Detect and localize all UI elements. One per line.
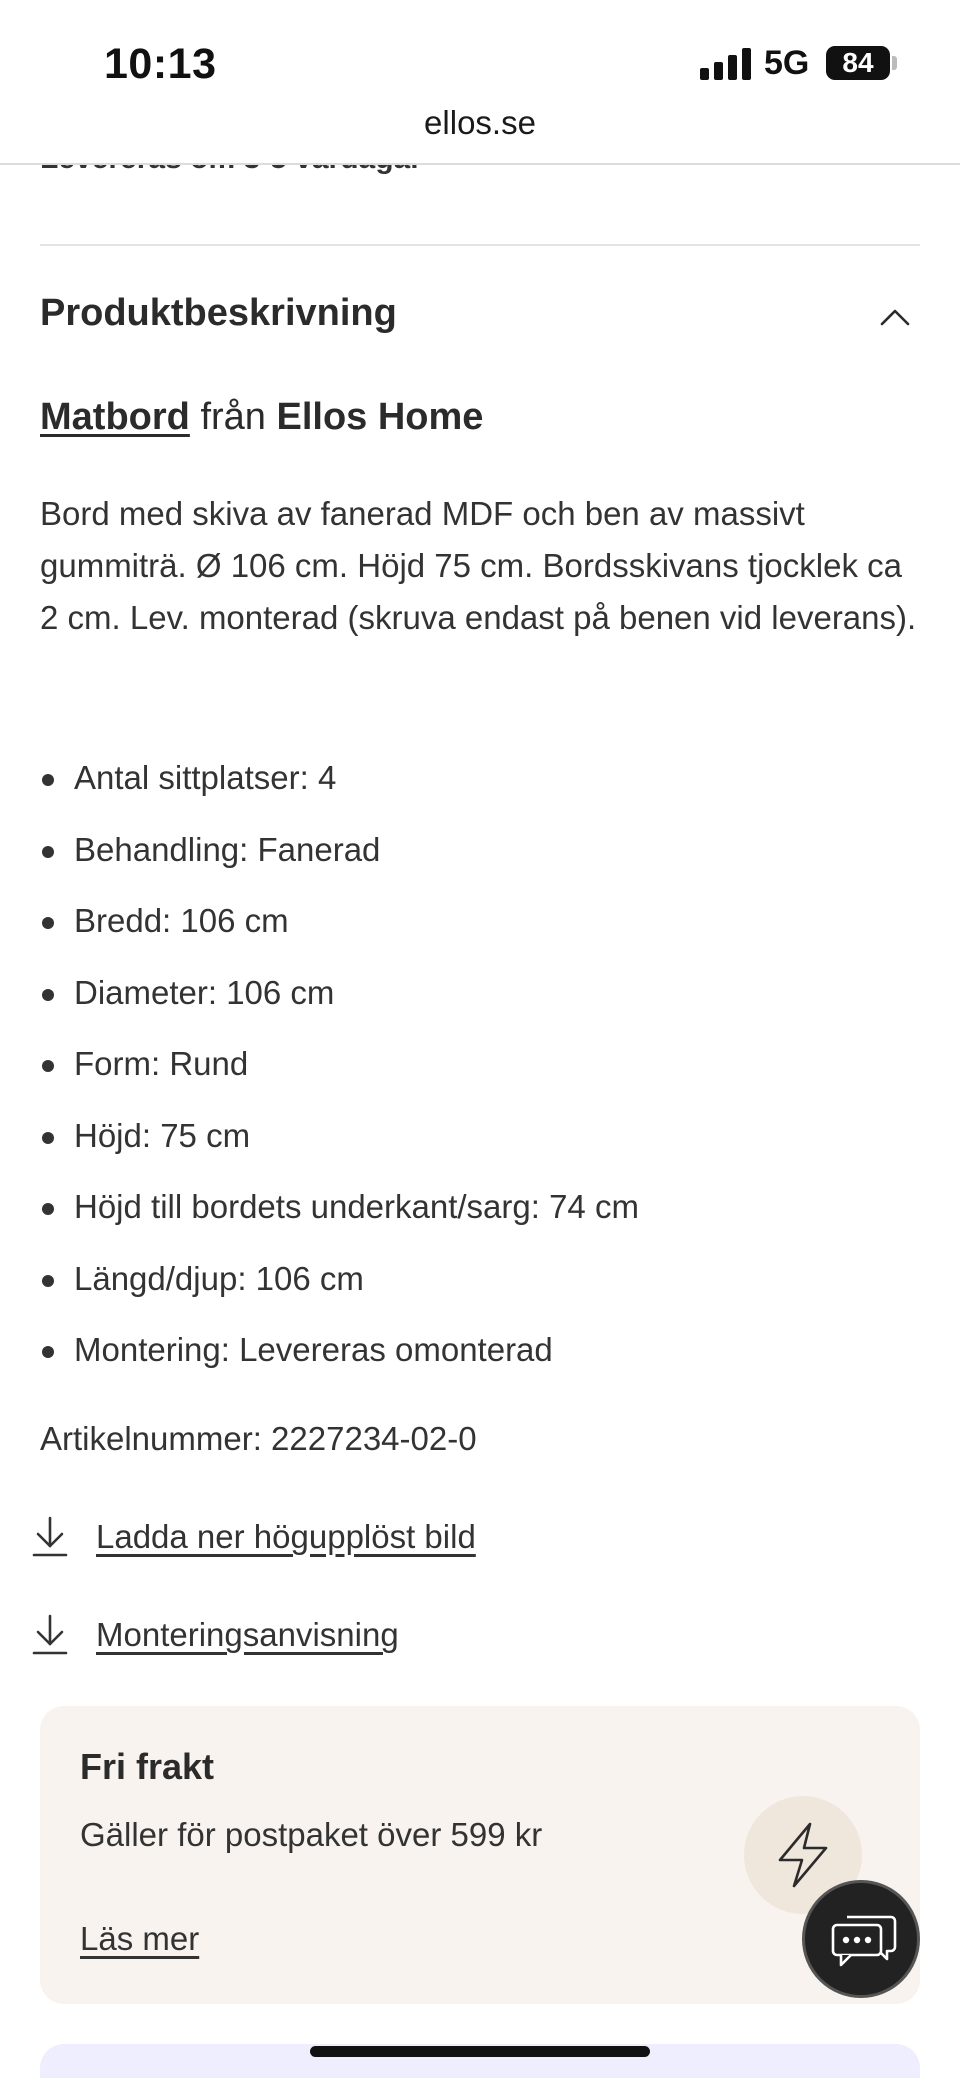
promo-text: Gäller för postpaket över 599 kr xyxy=(80,1816,543,1853)
download-assembly-link[interactable] xyxy=(32,1610,399,1660)
list-item: Bredd: 106 cm xyxy=(40,893,920,965)
article-number: Artikelnummer: 2227234-02-0 xyxy=(40,1420,477,1457)
home-indicator[interactable] xyxy=(310,2046,650,2057)
download-hires-image-link[interactable] xyxy=(32,1512,476,1562)
chat-bubbles-icon xyxy=(831,1911,897,1973)
chat-button[interactable] xyxy=(802,1880,920,1998)
category-link[interactable]: Matbord xyxy=(40,396,190,438)
download-assembly-label[interactable]: Monteringsanvisning xyxy=(96,1616,399,1653)
product-description-accordion[interactable] xyxy=(40,292,920,342)
list-item: Behandling: Fanerad xyxy=(40,822,920,894)
free-shipping-card xyxy=(40,1706,920,2004)
list-item: Antal sittplatser: 4 xyxy=(40,750,920,822)
section-divider xyxy=(40,244,920,246)
product-description: Bord med skiva av fanerad MDF och ben av massivt gummiträ. Ø 106 cm. Höjd 75 cm. Bordsskivans tjocklek ca 2 cm. Lev. monterad (skruva endast på benen vid leverans). xyxy=(40,495,917,636)
read-more-link[interactable]: Läs mer xyxy=(80,1920,200,1957)
download-icon xyxy=(32,1516,68,1558)
brand-name: Ellos Home xyxy=(276,396,484,438)
cellular-signal-icon xyxy=(700,48,752,80)
battery-icon: 84 xyxy=(826,46,890,80)
download-hires-image-label[interactable]: Ladda ner högupplöst bild xyxy=(96,1518,476,1555)
list-item: Diameter: 106 cm xyxy=(40,965,920,1037)
chevron-up-icon[interactable] xyxy=(880,302,910,332)
network-type: 5G xyxy=(764,44,810,82)
status-time: 10:13 xyxy=(104,40,217,88)
status-bar xyxy=(0,0,960,120)
download-icon xyxy=(32,1614,68,1656)
list-item: Längd/djup: 106 cm xyxy=(40,1251,920,1323)
section-title: Produktbeskrivning xyxy=(40,292,397,334)
promo-title: Fri frakt xyxy=(80,1746,215,1787)
feature-list xyxy=(40,750,920,1394)
from-word: från xyxy=(200,396,266,438)
address-bar-url[interactable]: ellos.se xyxy=(424,104,536,141)
list-item: Höjd till bordets underkant/sarg: 74 cm xyxy=(40,1179,920,1251)
list-item: Höjd: 75 cm xyxy=(40,1108,920,1180)
list-item: Montering: Levereras omonterad xyxy=(40,1322,920,1394)
list-item: Form: Rund xyxy=(40,1036,920,1108)
battery-tip xyxy=(892,56,897,70)
product-subtitle xyxy=(40,396,483,439)
